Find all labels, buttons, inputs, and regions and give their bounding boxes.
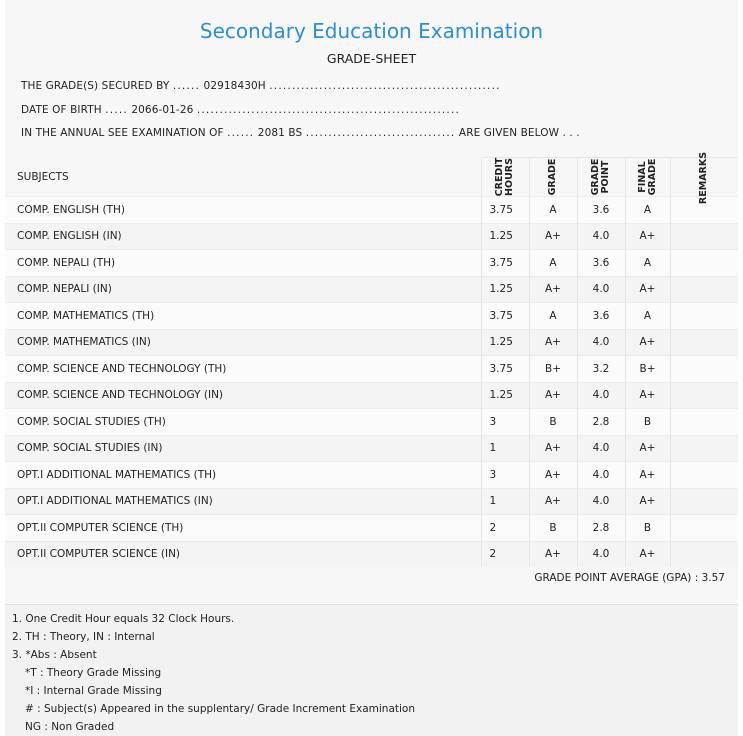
exam-year: 2081 BS <box>257 127 303 139</box>
header-remarks <box>670 151 738 205</box>
credit-hours-cell: 1 <box>481 435 529 462</box>
remarks-cell <box>670 303 738 330</box>
grade-cell: B <box>529 515 577 542</box>
grade-cell: A+ <box>529 382 577 409</box>
grade-point-cell: 4.0 <box>577 488 625 515</box>
note-item: 1. One Credit Hour equals 32 Clock Hours. <box>12 613 235 625</box>
dots: ...... <box>172 80 201 92</box>
remarks-cell <box>670 382 738 409</box>
remarks-cell <box>670 488 738 515</box>
grade-cell: A <box>529 250 577 277</box>
subject-cell: OPT.I ADDITIONAL MATHEMATICS (TH) <box>5 462 481 489</box>
grade-point-cell: 2.8 <box>577 409 625 436</box>
note-item: *I : Internal Grade Missing <box>25 685 162 697</box>
symbol-number: 02918430H <box>203 80 266 92</box>
grade-cell: B+ <box>529 356 577 383</box>
grade-point-cell: 4.0 <box>577 462 625 489</box>
remarks-cell <box>670 250 738 277</box>
sheet-subtitle: GRADE-SHEET <box>326 51 417 66</box>
table-row <box>5 250 738 277</box>
final-grade-cell: A+ <box>625 435 670 462</box>
subject-cell: COMP. MATHEMATICS (IN) <box>5 329 481 356</box>
remarks-cell <box>670 409 738 436</box>
subject-cell: OPT.II COMPUTER SCIENCE (IN) <box>5 541 481 567</box>
credit-hours-cell: 3 <box>481 462 529 489</box>
final-grade-cell: B <box>625 409 670 436</box>
final-grade-cell: A+ <box>625 488 670 515</box>
grade-point-cell: 4.0 <box>577 223 625 250</box>
table-row <box>5 223 738 250</box>
note-item: NG : Non Graded <box>25 721 115 733</box>
header-grade <box>529 158 577 197</box>
final-grade-cell: B+ <box>625 356 670 383</box>
credit-hours-cell: 1.25 <box>481 329 529 356</box>
page-title: Secondary Education Examination <box>199 19 544 43</box>
gpa-value: 3.57 <box>701 572 725 584</box>
note-item: 3. *Abs : Absent <box>12 649 97 661</box>
subject-cell: COMP. ENGLISH (IN) <box>5 223 481 250</box>
final-grade-cell: A+ <box>625 541 670 567</box>
exam-label: IN THE ANNUAL SEE EXAMINATION OF <box>21 127 224 139</box>
remarks-cell <box>670 435 738 462</box>
final-grade-cell: A+ <box>625 329 670 356</box>
grade-cell: A+ <box>529 435 577 462</box>
credit-hours-cell: 3.75 <box>481 197 529 224</box>
final-grade-cell: A+ <box>625 462 670 489</box>
grades-table <box>5 151 738 567</box>
subject-cell: COMP. SCIENCE AND TECHNOLOGY (TH) <box>5 356 481 383</box>
exam-suffix: ARE GIVEN BELOW . . . <box>458 127 580 139</box>
dots: ..... <box>105 104 128 116</box>
table-row <box>5 409 738 436</box>
subject-cell: COMP. NEPALI (TH) <box>5 250 481 277</box>
grade-point-cell: 3.2 <box>577 356 625 383</box>
dots: ................................................... <box>269 80 501 92</box>
secured-by-label: THE GRADE(S) SECURED BY <box>21 80 170 92</box>
gpa-summary <box>534 572 725 584</box>
subject-cell: OPT.II COMPUTER SCIENCE (TH) <box>5 515 481 542</box>
table-row <box>5 435 738 462</box>
dots: ................................. <box>305 127 456 139</box>
table-row <box>5 515 738 542</box>
final-grade-cell: A+ <box>625 382 670 409</box>
remarks-cell <box>670 541 738 567</box>
credit-hours-cell: 2 <box>481 541 529 567</box>
table-header-row <box>5 158 738 197</box>
final-grade-cell: A+ <box>625 223 670 250</box>
grade-point-cell: 3.6 <box>577 303 625 330</box>
grade-sheet <box>5 0 738 735</box>
subject-cell: OPT.I ADDITIONAL MATHEMATICS (IN) <box>5 488 481 515</box>
table-row <box>5 488 738 515</box>
grade-point-cell: 4.0 <box>577 382 625 409</box>
table-row <box>5 462 738 489</box>
credit-hours-cell: 2 <box>481 515 529 542</box>
table-row <box>5 541 738 567</box>
header-subjects: SUBJECTS <box>5 158 481 197</box>
grade-point-cell: 3.6 <box>577 197 625 224</box>
grade-point-cell: 2.8 <box>577 515 625 542</box>
subject-cell: COMP. NEPALI (IN) <box>5 276 481 303</box>
note-item: # : Subject(s) Appeared in the supplentary/ Grade Increment Examination <box>25 703 415 715</box>
grade-cell: A+ <box>529 541 577 567</box>
grade-point-cell: 4.0 <box>577 435 625 462</box>
dob-value: 2066-01-26 <box>131 104 194 116</box>
grade-point-cell: 3.6 <box>577 250 625 277</box>
grade-cell: A <box>529 303 577 330</box>
final-grade-cell: A+ <box>625 276 670 303</box>
header-credit-hours-line1: CREDIT <box>494 157 505 197</box>
remarks-cell <box>670 329 738 356</box>
final-grade-cell: A <box>625 303 670 330</box>
info-line-exam <box>21 127 580 139</box>
info-line-dob <box>21 104 460 116</box>
credit-hours-cell: 1.25 <box>481 276 529 303</box>
table-row <box>5 197 738 224</box>
dob-label: DATE OF BIRTH <box>21 104 102 116</box>
header-credit-hours <box>481 158 529 197</box>
grade-point-cell: 4.0 <box>577 276 625 303</box>
header-final-grade-line1: FINAL <box>636 161 648 193</box>
final-grade-cell: B <box>625 515 670 542</box>
grade-cell: A <box>529 197 577 224</box>
table-row <box>5 356 738 383</box>
remarks-cell <box>670 276 738 303</box>
gpa-label: GRADE POINT AVERAGE (GPA) : <box>534 572 699 584</box>
remarks-cell <box>670 515 738 542</box>
table-row <box>5 382 738 409</box>
remarks-cell <box>670 356 738 383</box>
subject-cell: COMP. MATHEMATICS (TH) <box>5 303 481 330</box>
remarks-cell <box>670 462 738 489</box>
grade-cell: A+ <box>529 276 577 303</box>
grade-point-cell: 4.0 <box>577 541 625 567</box>
table-row <box>5 276 738 303</box>
grades-table-body <box>5 197 738 568</box>
note-item: 2. TH : Theory, IN : Internal <box>12 631 155 643</box>
subject-cell: COMP. SOCIAL STUDIES (TH) <box>5 409 481 436</box>
dots: ...... <box>227 127 255 139</box>
table-row <box>5 329 738 356</box>
header-grade-point-line2: POINT <box>600 160 611 194</box>
table-row <box>5 303 738 330</box>
final-grade-cell: A <box>625 250 670 277</box>
header-final-grade <box>625 158 670 197</box>
credit-hours-cell: 3.75 <box>481 303 529 330</box>
grade-cell: B <box>529 409 577 436</box>
grade-cell: A+ <box>529 223 577 250</box>
credit-hours-cell: 1.25 <box>481 382 529 409</box>
header-credit-hours-line2: HOURS <box>504 158 515 196</box>
subject-cell: COMP. SCIENCE AND TECHNOLOGY (IN) <box>5 382 481 409</box>
grade-cell: A+ <box>529 329 577 356</box>
header-grade-point <box>577 158 625 197</box>
header-final-grade-line2: GRADE <box>646 158 658 196</box>
grade-cell: A+ <box>529 488 577 515</box>
credit-hours-cell: 3.75 <box>481 356 529 383</box>
remarks-cell <box>670 223 738 250</box>
credit-hours-cell: 3.75 <box>481 250 529 277</box>
grades-table-wrap <box>5 151 738 567</box>
header-grade-label: GRADE <box>547 158 558 196</box>
credit-hours-cell: 3 <box>481 409 529 436</box>
note-item: *T : Theory Grade Missing <box>25 667 162 679</box>
header-remarks-label: REMARKS <box>698 151 710 205</box>
subject-cell: COMP. ENGLISH (TH) <box>5 197 481 224</box>
grade-point-cell: 4.0 <box>577 329 625 356</box>
notes-section <box>5 604 738 736</box>
header-grade-point-line1: GRADE <box>590 158 601 196</box>
subject-cell: COMP. SOCIAL STUDIES (IN) <box>5 435 481 462</box>
dots: .......................................................... <box>196 104 461 116</box>
credit-hours-cell: 1 <box>481 488 529 515</box>
info-line-secured-by <box>21 80 501 92</box>
final-grade-cell: A <box>625 197 670 224</box>
grade-cell: A+ <box>529 462 577 489</box>
credit-hours-cell: 1.25 <box>481 223 529 250</box>
